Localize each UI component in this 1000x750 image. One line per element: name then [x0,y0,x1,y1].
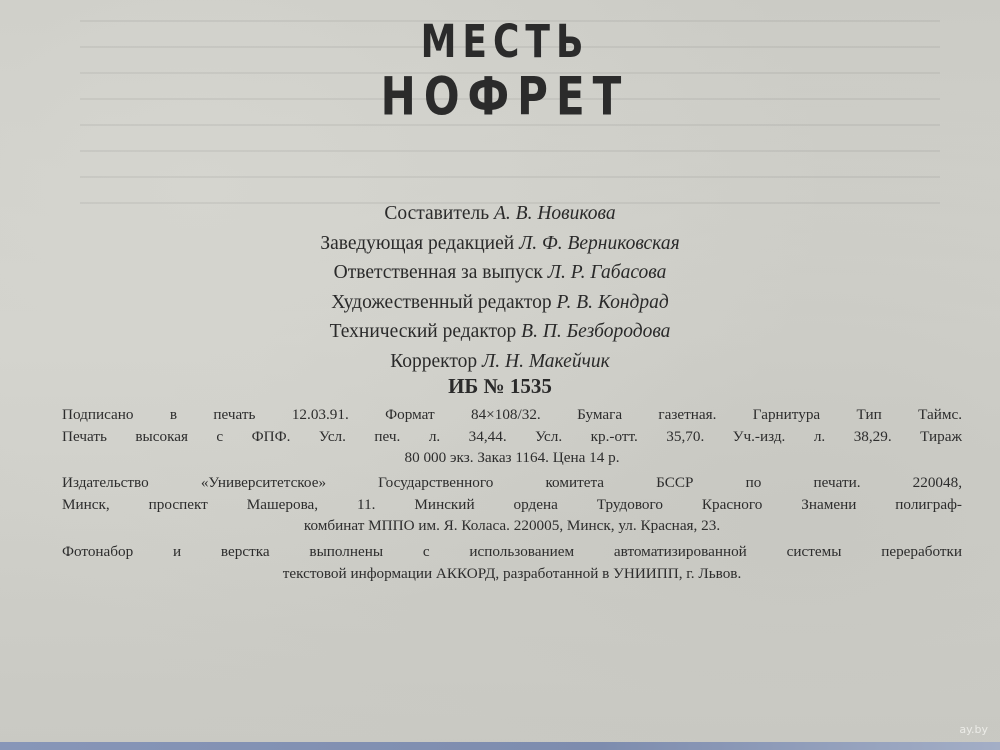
staff-name: Р. В. Кондрад [556,291,669,313]
staff-managing-editor [160,229,840,259]
publisher-info-line: комбинат МППО им. Я. Коласа. 220005, Минск, ул. Красная, 23. [303,517,721,534]
staff-art-editor [160,288,840,318]
print-info-line: 80 000 экз. Заказ 1164. Цена 14 р. [404,449,620,466]
print-info-line: Печать высокая с ФПФ. Усл. печ. л. 34,44. Усл. кр.-отт. 35,70. Уч.-изд. л. 38,29. Тираж [62,427,962,445]
book-title-line2: НОФРЕТ [380,65,630,128]
staff-technical-editor [160,317,840,347]
publisher-info-block [62,472,962,537]
book-cover-edge [0,742,1000,750]
print-info-line: Подписано в печать 12.03.91. Формат 84×108/32. Бумага газетная. Гарнитура Тип Таймс. [62,406,962,423]
staff-compiler [160,199,840,229]
staff-role: Заведующая редакцией [320,232,515,254]
typesetting-info-block [62,541,962,584]
staff-release-editor [160,258,840,288]
publisher-info-line: Минск, проспект Машерова, 11. Минский ордена Трудового Красного Знамени полиграф- [62,495,962,513]
staff-role: Корректор [390,350,478,372]
staff-name: Л. Ф. Верниковская [519,232,680,254]
staff-name: Л. Р. Габасова [547,262,667,284]
print-info-block [62,404,962,469]
site-watermark: ay.by [959,723,988,736]
staff-role: Составитель [384,203,490,224]
staff-name: В. П. Безбородова [521,321,671,343]
staff-name: Л. Н. Макейчик [482,350,610,372]
ib-number: ИБ № 1535 [448,374,552,398]
staff-name: А. В. Новикова [494,203,616,224]
staff-role: Художественный редактор [331,291,552,313]
book-title-line1: МЕСТЬ [420,16,590,69]
typesetting-info-line: текстовой информации АККОРД, разработанной в УНИИПП, г. Львов. [282,564,742,582]
staff-role: Ответственная за выпуск [333,262,543,284]
staff-role: Технический редактор [329,321,517,343]
editorial-staff-list [160,199,840,377]
typesetting-info-line: Фотонабор и верстка выполнены с использованием автоматизированной системы переработки [62,543,962,560]
staff-proofreader [160,347,840,377]
publisher-info-line: Издательство «Университетское» Государственного комитета БССР по печати. 220048, [62,474,962,491]
